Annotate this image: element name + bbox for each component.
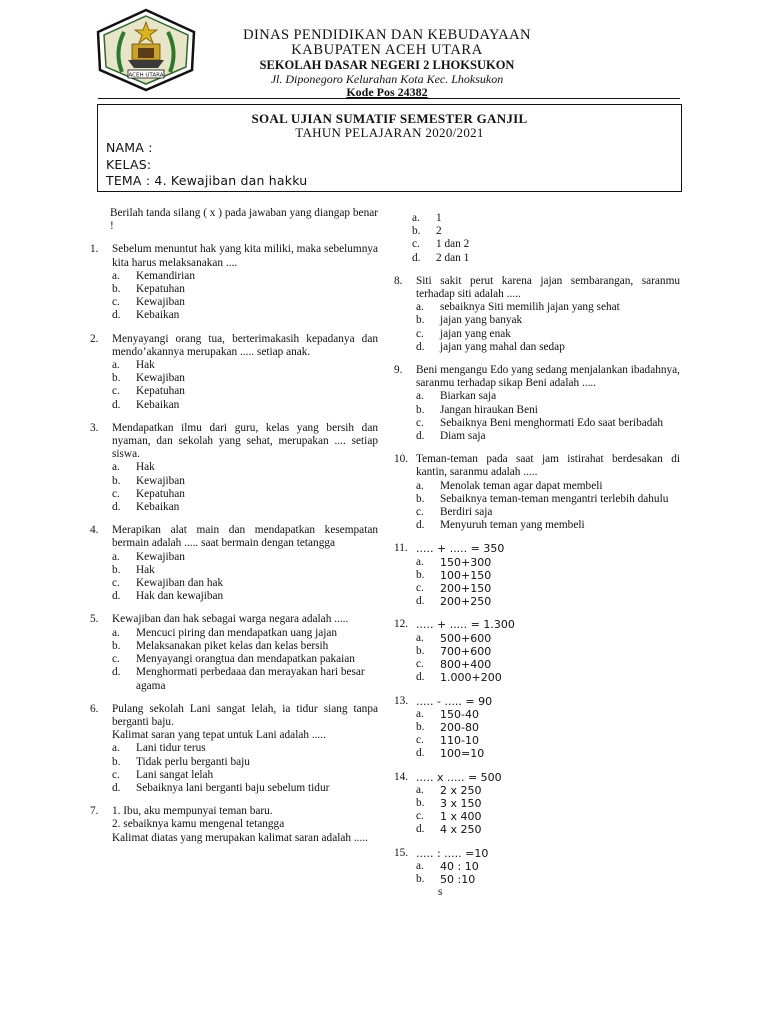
option-text: Biarkan saja (440, 390, 497, 403)
question-line: Kalimat saran yang tepat untuk Lani adalah ..... (112, 729, 326, 742)
question-text (416, 275, 680, 301)
right-column (394, 212, 680, 909)
option-text: Kepatuhan (136, 487, 185, 500)
answer-option (90, 742, 378, 755)
question-stem (90, 805, 378, 845)
option-letter: a. (112, 742, 120, 755)
question-line: ..... : ..... =10 (416, 846, 489, 860)
option-text: Diam saja (440, 430, 486, 443)
option-letter: a. (416, 555, 424, 568)
question-text (112, 524, 378, 550)
question-stem (90, 333, 378, 359)
question-text (416, 453, 680, 479)
question-line: ..... x ..... = 500 (416, 770, 502, 784)
question-7 (90, 805, 378, 845)
option-text: Kepatuhan (136, 283, 185, 296)
option-text: 40 : 10 (440, 859, 479, 873)
answer-option (394, 569, 680, 582)
option-letter: b. (416, 314, 425, 327)
option-letter: a. (416, 783, 424, 796)
option-text: 150-40 (440, 707, 479, 721)
option-letter: d. (416, 519, 425, 532)
letterhead-line-address: Jl. Diponegoro Kelurahan Kota Kec. Lhoksukon (270, 72, 504, 86)
option-letter: a. (416, 859, 424, 872)
answer-option (394, 301, 680, 314)
option-letter: d. (112, 309, 121, 322)
option-letter: c. (416, 582, 424, 595)
question-text (416, 771, 680, 784)
option-letter: d. (416, 747, 425, 760)
question-12 (394, 618, 680, 684)
question-line: Kalimat diatas yang merupakan kalimat saran adalah ..... (112, 831, 368, 844)
question-15 (394, 847, 680, 900)
answer-option (394, 797, 680, 810)
answer-option (394, 417, 680, 430)
option-letter: d. (112, 501, 121, 514)
option-letter: c. (416, 506, 424, 519)
question-text (416, 695, 680, 708)
option-text: Jangan hiraukan Beni (440, 403, 538, 416)
answer-option (394, 645, 680, 658)
option-letter: a. (416, 479, 424, 492)
answer-option (394, 658, 680, 671)
answer-option (394, 671, 680, 684)
question-9 (394, 364, 680, 443)
option-text: 2 (436, 225, 442, 238)
question-4 (90, 524, 378, 603)
option-text: 200-80 (440, 720, 479, 734)
option-text: Berdiri saja (440, 506, 493, 519)
answer-option (90, 577, 378, 590)
left-questions (90, 243, 378, 844)
option-text: Hak (136, 563, 155, 576)
answer-option (90, 475, 378, 488)
question-text (416, 542, 680, 555)
option-text: Kebaikan (136, 501, 180, 514)
option-letter: c. (412, 238, 420, 251)
option-letter: b. (416, 492, 425, 505)
option-letter: d. (416, 595, 425, 608)
kelas-field: KELAS: (106, 157, 152, 172)
option-letter: c. (112, 296, 120, 309)
instructions: Berilah tanda silang ( x ) pada jawaban yang diangap benar ! (110, 207, 378, 233)
option-text: Hak dan kewajiban (136, 590, 224, 603)
question-stem (90, 243, 378, 269)
question-stem (394, 542, 680, 555)
question-line: Siti sakit perut karena jajan sembarangan, saranmu terhadap siti adalah ..... (416, 274, 680, 301)
option-letter: b. (112, 639, 121, 652)
option-letter: b. (112, 283, 121, 296)
option-letter: d. (112, 398, 121, 411)
letterhead-line-postcode (212, 86, 562, 98)
option-letter: d. (416, 671, 425, 684)
question-number: 5. (90, 613, 99, 626)
question-number: 4. (90, 524, 99, 537)
option-letter: b. (416, 403, 425, 416)
question-11 (394, 542, 680, 608)
question-number: 15. (394, 846, 409, 859)
option-text: Menyuruh teman yang membeli (440, 519, 585, 532)
option-letter: a. (416, 631, 424, 644)
option-text: Kewajiban dan hak (136, 577, 224, 590)
option-text: Kemandirian (136, 269, 195, 282)
question-10 (394, 453, 680, 532)
option-text: Lani tidur terus (136, 742, 206, 755)
option-letter: b. (416, 644, 425, 657)
option-letter: b. (112, 474, 121, 487)
option-text: 2 dan 1 (436, 251, 470, 264)
question-stem (90, 613, 378, 626)
question-number: 10. (394, 453, 409, 466)
answer-option (90, 769, 378, 782)
answer-option (394, 810, 680, 823)
option-text: Kewajiban (136, 474, 185, 487)
option-letter: c. (112, 385, 120, 398)
option-letter: c. (112, 768, 120, 781)
option-text: 150+300 (440, 555, 492, 569)
answer-option (90, 385, 378, 398)
option-text: Hak (136, 461, 155, 474)
logo-text: ACEH UTARA (128, 72, 164, 79)
option-text: sebaiknya Siti memilih jajan yang sehat (440, 301, 620, 314)
question-number: 1. (90, 243, 99, 256)
question-stem (394, 453, 680, 479)
option-letter: b. (112, 563, 121, 576)
answer-option (90, 296, 378, 309)
question-text (416, 847, 680, 860)
option-letter: d. (416, 430, 425, 443)
option-letter: b. (412, 225, 421, 238)
question-stem (90, 524, 378, 550)
question-text (112, 333, 378, 359)
question-text (112, 703, 378, 743)
question-14 (394, 771, 680, 837)
option-text: 500+600 (440, 631, 492, 645)
option-text: 110-10 (440, 734, 479, 748)
answer-option (394, 708, 680, 721)
option-letter: d. (112, 781, 121, 794)
question-number: 9. (394, 364, 403, 377)
question-line: Teman-teman pada saat jam istirahat berdesakan di kantin, saranmu adalah ..... (416, 453, 680, 479)
letterhead-line-school: SEKOLAH DASAR NEGERI 2 LHOKSUKON (259, 58, 515, 72)
exam-header-box (97, 104, 682, 192)
answer-option (90, 640, 378, 653)
option-text: Mencuci piring dan mendapatkan uang jajan (136, 626, 338, 639)
answer-option (394, 480, 680, 493)
option-letter: a. (112, 269, 120, 282)
question-13 (394, 695, 680, 761)
answer-option (394, 430, 680, 443)
question-5 (90, 613, 378, 692)
question-line: Mendapatkan ilmu dari guru, kelas yang bersih dan nyaman, dan sekolah yang sehat, merupakan .... setiap siswa. (112, 421, 378, 461)
option-text: Kebaikan (136, 398, 180, 411)
option-text: Menolak teman agar dapat membeli (440, 479, 603, 492)
option-letter: c. (416, 416, 424, 429)
answer-option (90, 488, 378, 501)
answer-option (90, 399, 378, 412)
option-letter: b. (416, 720, 425, 733)
answer-option (90, 309, 378, 322)
option-letter: d. (112, 666, 121, 679)
answer-option (394, 493, 680, 506)
option-text: jajan yang banyak (440, 314, 523, 327)
option-text: 200+250 (440, 595, 492, 609)
option-letter: c. (416, 810, 424, 823)
answer-option (90, 551, 378, 564)
answer-option (90, 372, 378, 385)
option-text: 1 (436, 212, 442, 224)
option-text: Kewajiban (136, 296, 185, 309)
postcode-text: Kode Pos 24382 (346, 85, 428, 99)
option-letter: d. (416, 340, 425, 353)
question-stem (394, 275, 680, 301)
q7-options (394, 212, 680, 265)
answer-option (90, 590, 378, 603)
option-letter: c. (112, 653, 120, 666)
answer-option (394, 519, 680, 532)
question-stem (394, 847, 680, 860)
option-letter: b. (416, 568, 425, 581)
question-8 (394, 275, 680, 354)
answer-option (90, 564, 378, 577)
question-line: ..... + ..... = 1.300 (416, 618, 515, 632)
option-letter: a. (416, 390, 424, 403)
question-text (112, 243, 378, 269)
option-letter: b. (416, 872, 425, 885)
question-6 (90, 703, 378, 795)
answer-option (90, 666, 378, 692)
question-number: 12. (394, 618, 409, 631)
letterhead-line-regency: KABUPATEN ACEH UTARA (291, 42, 483, 58)
answer-option (90, 653, 378, 666)
option-letter: a. (112, 550, 120, 563)
option-letter: a. (112, 626, 120, 639)
option-letter: a. (112, 359, 120, 372)
option-text: Menghormati perbedaaa dan merayakan hari besar agama (136, 666, 365, 692)
answer-option (394, 873, 680, 886)
question-line: Beni mengangu Edo yang sedang menjalankan ibadahnya, saranmu terhadap sikap Beni adalah ..... (416, 364, 680, 390)
question-line: Kewajiban dan hak sebagai warga negara adalah ..... (112, 613, 349, 626)
option-text: Kewajiban (136, 372, 185, 385)
letterhead-line-agency: DINAS PENDIDIKAN DAN KEBUDAYAAN (243, 27, 531, 43)
question-line: 1. Ibu, aku mempunyai teman baru. (112, 805, 273, 818)
option-text: 1 dan 2 (436, 238, 470, 251)
answer-option (394, 252, 680, 265)
question-text (112, 613, 378, 626)
answer-option (90, 501, 378, 514)
question-stem (394, 695, 680, 708)
option-text: jajan yang enak (440, 327, 511, 340)
option-letter: c. (416, 658, 424, 671)
answer-option (90, 756, 378, 769)
question-line: 2. sebaiknya kamu mengenal tetangga (112, 818, 285, 831)
option-text: Hak (136, 359, 155, 372)
option-letter: a. (112, 461, 120, 474)
option-text: 100+150 (440, 568, 492, 582)
question-3 (90, 422, 378, 514)
option-letter: d. (416, 823, 425, 836)
option-letter: c. (112, 577, 120, 590)
question-stem (394, 771, 680, 784)
option-text: 1 x 400 (440, 810, 482, 824)
question-text (416, 618, 680, 631)
option-text: Kepatuhan (136, 385, 185, 398)
answer-option (394, 390, 680, 403)
right-questions (394, 275, 680, 900)
question-text (112, 422, 378, 462)
option-letter: a. (416, 707, 424, 720)
question-2 (90, 333, 378, 412)
answer-option (394, 784, 680, 797)
option-text: Melaksanakan piket kelas dan kelas bersih (136, 639, 329, 652)
tema-field: TEMA : 4. Kewajiban dan hakku (106, 173, 308, 188)
answer-option (90, 283, 378, 296)
nama-field: NAMA : (106, 140, 153, 155)
option-text: Lani sangat lelah (136, 768, 214, 781)
option-letter: c. (416, 734, 424, 747)
option-text: Kebaikan (136, 309, 180, 322)
question-number: 14. (394, 770, 409, 783)
answer-option (394, 212, 680, 225)
option-letter: b. (416, 796, 425, 809)
answer-option (90, 359, 378, 372)
answer-option (394, 341, 680, 354)
option-text: Kewajiban (136, 550, 185, 563)
question-number: 6. (90, 702, 99, 715)
option-text: 200+150 (440, 582, 492, 596)
option-text: Sebaiknya teman-teman mengantri terlebih dahulu (440, 492, 669, 505)
left-column (90, 207, 378, 855)
option-letter: b. (112, 755, 121, 768)
option-text: 4 x 250 (440, 823, 482, 837)
question-text (416, 364, 680, 390)
answer-option (90, 627, 378, 640)
question-text (112, 805, 378, 845)
answer-option (90, 270, 378, 283)
option-text: 800+400 (440, 658, 492, 672)
answer-option (394, 314, 680, 327)
question-line: Sebelum menuntut hak yang kita miliki, maka sebelumnya kita harus melaksanakan .... (112, 243, 378, 269)
question-stem (90, 422, 378, 462)
stray-character: s (438, 886, 443, 899)
exam-year: TAHUN PELAJARAN 2020/2021 (295, 125, 484, 140)
question-line: Menyayangi orang tua, berterimakasih kepadanya dan mendo’akannya merupakan ..... setiap anak. (112, 332, 378, 358)
option-letter: c. (416, 327, 424, 340)
question-number: 11. (394, 542, 408, 555)
question-number: 7. (90, 805, 99, 818)
answer-option (394, 225, 680, 238)
question-number: 8. (394, 274, 403, 287)
letterhead-rule (98, 98, 680, 99)
answer-option (394, 404, 680, 417)
option-letter: c. (112, 487, 120, 500)
answer-option (394, 632, 680, 645)
option-text: Menyayangi orangtua dan mendapatkan pakaian (136, 653, 355, 666)
answer-option (90, 461, 378, 474)
option-text: Sebaiknya lani berganti baju sebelum tidur (136, 781, 330, 794)
answer-option (394, 238, 680, 251)
question-number: 3. (90, 421, 99, 434)
answer-option (394, 582, 680, 595)
answer-option (394, 556, 680, 569)
option-text: Sebaiknya Beni menghormati Edo saat beribadah (440, 416, 664, 429)
option-letter: a. (412, 212, 420, 224)
option-letter: d. (112, 590, 121, 603)
question-line: ..... + ..... = 350 (416, 542, 505, 556)
option-text: 100=10 (440, 747, 485, 761)
question-stem (90, 703, 378, 743)
option-letter: d. (412, 251, 421, 264)
answer-option (394, 721, 680, 734)
question-stem (394, 618, 680, 631)
answer-option (394, 823, 680, 836)
question-line: Pulang sekolah Lani sangat lelah, ia tidur siang tanpa berganti baju. (112, 702, 378, 728)
answer-option (90, 782, 378, 795)
aceh-utara-crest-icon (92, 8, 200, 92)
option-text: 700+600 (440, 644, 492, 658)
option-text: 50 :10 (440, 872, 476, 886)
question-stem (394, 364, 680, 390)
option-letter: b. (112, 372, 121, 385)
answer-option (394, 734, 680, 747)
option-text: jajan yang mahal dan sedap (440, 340, 565, 353)
option-text: Tidak perlu berganti baju (136, 755, 250, 768)
answer-option (394, 595, 680, 608)
question-line: Merapikan alat main dan mendapatkan kesempatan bermain adalah ..... saat bermain dengan tetangga (112, 524, 378, 550)
answer-option (394, 328, 680, 341)
question-number: 2. (90, 332, 99, 345)
option-text: 2 x 250 (440, 783, 482, 797)
question-line: ..... - ..... = 90 (416, 694, 493, 708)
answer-option (394, 506, 680, 519)
option-text: 3 x 150 (440, 796, 482, 810)
exam-title: SOAL UJIAN SUMATIF SEMESTER GANJIL (251, 111, 528, 126)
answer-option (394, 747, 680, 760)
question-number: 13. (394, 694, 409, 707)
answer-option (394, 860, 680, 873)
option-text: 1.000+200 (440, 671, 502, 685)
option-letter: a. (416, 301, 424, 314)
question-1 (90, 243, 378, 322)
